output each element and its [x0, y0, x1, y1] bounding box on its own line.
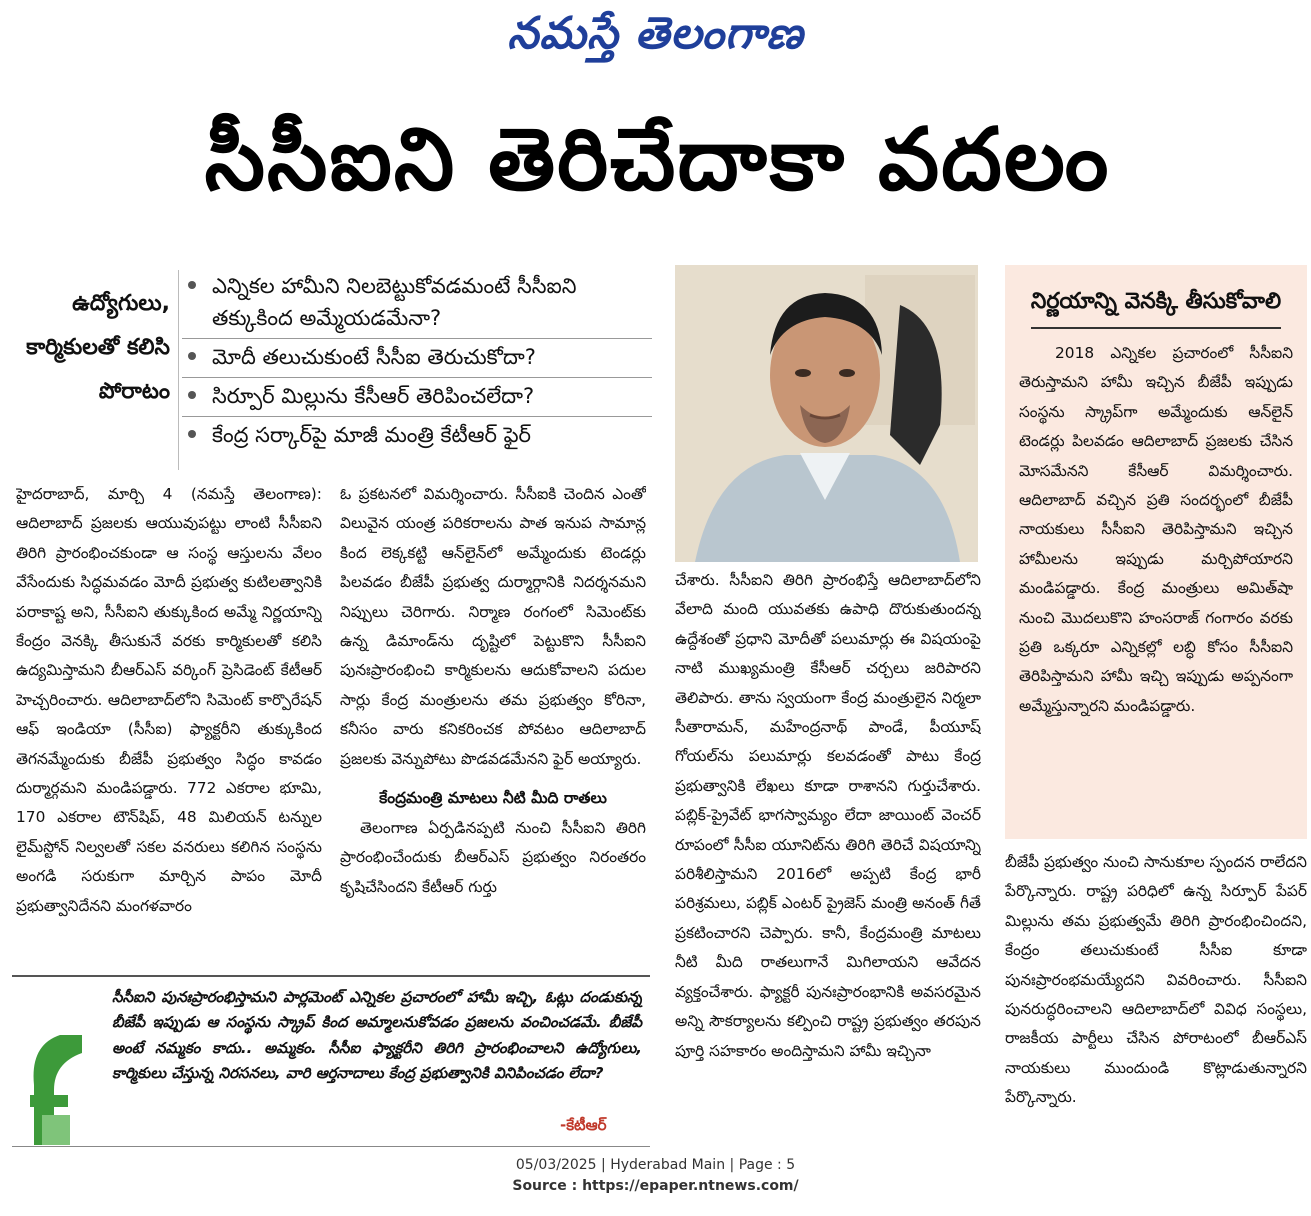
subheading: కేంద్రమంత్రి మాటలు నీటి మీది రాతలు [379, 789, 607, 808]
article-column-4 [1005, 848, 1307, 1138]
masthead: నమస్తే తెలంగాణ [507, 8, 804, 59]
bullet-icon [188, 281, 196, 289]
article-column-3 [675, 566, 981, 1152]
article-column-1 [16, 480, 322, 970]
portrait-illustration [675, 265, 978, 562]
bullet-icon [188, 391, 196, 399]
footer-date-edition: 05/03/2025 | Hyderabad Main | Page : 5 [515, 1157, 796, 1173]
footer-source-link[interactable]: Source : https://epaper.ntnews.com/ [512, 1178, 799, 1194]
sidebar-box [1005, 265, 1307, 839]
article-text: చేశారు. సీసీఐని తిరిగి ప్రారంభిస్తే ఆదిలాబాద్‌లోని వేలాది మంది యువతకు ఉపాధి దొరుకుతుందన్న ఉద్దేశంతో ప్రధాని మోదీతో పలుమార్లు ఈ విషయంపై నాటి ముఖ్యమంత్రి కేసీఆర్ చర్చలు జరిపారని తెలిపారు. తాను స్వయంగా కేంద్ర మంత్రులైన నిర్మలా సీతారామన్, మహేంద్రనాథ్ పాండే, పీయూష్ గోయల్‌ను పలుమార్లు కలవడంతో పాటు కేంద్ర ప్రభుత్వానికి లేఖలు కూడా రాశానని గుర్తుచేశారు. పబ్లిక్-ప్రైవేట్ భాగస్వామ్యం లేదా జాయింట్ వెంచర్ రూపంలో సీసీఐ యూనిట్‌ను తిరిగి తెరిచే విషయాన్ని పరిశీలిస్తామని 2016లో అప్పటి కేంద్ర భారీ పరిశ్రమలు, పబ్లిక్ ఎంటర్ ప్రైజెస్ మంత్రి అనంత్ గీతే ప్రకటించారని చెప్పారు. కానీ, కేంద్రమంత్రి మాటలు నీటి మీది రాతలుగానే మిగిలాయని ఆవేదన వ్యక్తంచేశారు. ఫ్యాక్టరీ పునఃప్రారంభానికి అవసరమైన అన్ని సౌకర్యాలను కల్పించి రాష్ట్ర ప్రభుత్వం తరపున పూర్తి సహకారం అందిస్తామని హామీ ఇచ్చినా [675, 571, 981, 1060]
bullet-icon [188, 352, 196, 360]
article-text: బీజేపీ ప్రభుత్వం నుంచి సానుకూల స్పందన రాలేదని పేర్కొన్నారు. రాష్ట్ర పరిధిలో ఉన్న సిర్పూర్ పేపర్ మిల్లును తమ ప్రభుత్వమే తిరిగి ప్రారంభించిందని, కేంద్రం తలుచుకుంటే సీసీఐ కూడా పునఃప్రారంభమయ్యేదని వివరించారు. సీసీఐని పునరుద్ధరించాలని ఆదిలాబాద్‌లో వివిధ సంస్థలు, రాజకీయ పార్టీలు చేసిన పోరాటంలో బీఆర్‌ఎస్ నాయకులు ముందుండి కొట్లాడుతున్నారని పేర్కొన్నారు. [1005, 853, 1307, 1107]
article-text: హైదరాబాద్, మార్చి 4 (నమస్తే తెలంగాణ): ఆదిలాబాద్ ప్రజలకు ఆయువుపట్టు లాంటి సీసీఐని తిరిగి ప్రారంభించకుండా ఆ సంస్థ ఆస్తులను వేలం వేసేందుకు సిద్ధమవడం మోదీ ప్రభుత్వ కుటిలత్వానికి పరాకాష్ట అని, సీసీఐని తుక్కుకింద అమ్మే నిర్ణయాన్ని కేంద్రం వెనక్కి తీసుకునే వరకు కార్మికులతో కలిసి ఉద్యమిస్తామని బీఆర్‌ఎస్ వర్కింగ్ ప్రెసిడెంట్ కేటీఆర్ హెచ్చరించారు. ఆదిలాబాద్‌లోని సిమెంట్ కార్పొరేషన్ ఆఫ్ ఇండియా (సీసీఐ) ఫ్యాక్టరీని తుక్కుకింద తెగనమ్మేందుకు బీజేపీ ప్రభుత్వం సిద్ధం కావడం దుర్మార్గమని మండిపడ్డారు. 772 ఎకరాల భూమి, 170 ఎకరాల టౌన్‌షిప్, 48 మిలియన్ టన్నుల లైమ్‌స్టోన్ నిల్వలతో సకల వనరులు కలిగిన సంస్థను అంగడి సరుకుగా మార్చిన పాపం మోదీ ప్రభుత్వానిదేనని మంగళవారం [16, 485, 322, 915]
highlight-item: కేంద్ర సర్కార్‌పై మాజీ మంత్రి కేటీఆర్ ఫైర్ [182, 417, 652, 455]
sidebar-title: నిర్ణయాన్ని వెనక్కి తీసుకోవాలి [1030, 289, 1282, 314]
quote-attribution: -కేటీఆర్ [560, 1116, 607, 1134]
highlight-item: మోదీ తలుచుకుంటే సీసీఐ తెరుచుకోదా? [182, 339, 652, 378]
quote-top-rule [12, 975, 650, 977]
quote-bottom-rule [12, 1146, 650, 1147]
kicker: ఉద్యోగులు, కార్మికులతో కలిసి పోరాటం [26, 291, 170, 404]
article-text: ఓ ప్రకటనలో విమర్శించారు. సీసీఐకి చెందిన ఎంతో విలువైన యంత్ర పరికరాలను పాత ఇనుప సామాన్ల కింద లెక్కకట్టి ఆన్‌లైన్‌లో అమ్మేందుకు టెండర్లు పిలవడం బీజేపీ ప్రభుత్వ దుర్మార్గానికి నిదర్శనమని నిప్పులు చెరిగారు. నిర్మాణ రంగంలో సిమెంట్‌కు ఉన్న డిమాండ్‌ను దృష్టిలో పెట్టుకొని సీసీఐని పునఃప్రారంభించి కార్మికులను ఆదుకోవాలని పదుల సార్లు కేంద్ర మంత్రులను తమ ప్రభుత్వం కోరినా, కనీసం వారు కనికరించక పోవటం ఆదిలాబాద్ ప్రజలకు వెన్నుపోటు పొడవడమేనని ఫైర్ అయ్యారు. [340, 485, 646, 768]
bullet-icon [188, 430, 196, 438]
headline: సీసీఐని తెరిచేదాకా వదలం [204, 110, 1111, 210]
sidebar-divider [1031, 327, 1281, 329]
article-text: తెలంగాణ ఏర్పడినప్పటి నుంచి సీసీఐని తిరిగి ప్రారంభించేందుకు బీఆర్‌ఎస్ ప్రభుత్వం నిరంతరం కృషిచేసిందని కేటీఆర్ గుర్తు [340, 819, 646, 896]
kicker-divider [178, 270, 179, 470]
photo-ktr [675, 265, 978, 562]
highlight-item: ఎన్నికల హామీని నిలబెట్టుకోవడమంటే సీసీఐని తక్కుకింద అమ్మేయడమేనా? [182, 268, 652, 339]
highlight-item: సిర్పూర్ మిల్లును కేసీఆర్ తెరిపించలేదా? [182, 378, 652, 417]
highlights-list [182, 268, 652, 455]
quote-mark-icon [20, 1035, 90, 1145]
sidebar-text: 2018 ఎన్నికల ప్రచారంలో సీసీఐని తెరుస్తామని హామీ ఇచ్చిన బీజేపీ ఇప్పుడు సంస్థను స్క్రాప్‌గా అమ్మేందుకు ఆన్‌లైన్ టెండర్లు పిలవడం ఆదిలాబాద్ ప్రజలకు చేసిన మోసమేనని కేసీఆర్ విమర్శించారు. ఆదిలాబాద్ వచ్చిన ప్రతి సందర్భంలో బీజేపీ నాయకులు సీసీఐని తెరిపిస్తామని ఇచ్చిన హామీలను ఇప్పుడు మర్చిపోయారని మండిపడ్డారు. కేంద్ర మంత్రులు అమిత్‌షా నుంచి మొదలుకొని హంసరాజ్ గంగారం వరకు ప్రతి ఒక్కరూ ఎన్నికల్లో లబ్ధి కోసం సీసీఐని తెరిపిస్తామని హామీ ఇచ్చి ఇప్పుడు అప్పనంగా అమ్మేస్తున్నారని మండిపడ్డారు. [1019, 344, 1293, 715]
footer [0, 1155, 1311, 1197]
article-column-2 [340, 480, 646, 970]
quote-text: సీసీఐని పునఃప్రారంభిస్తామని పార్లమెంట్ ఎన్నికల ప్రచారంలో హామీ ఇచ్చి, ఓట్లు దండుకున్న బీజేపీ ఇప్పుడు ఆ సంస్థను స్క్రాప్ కింద అమ్మాలనుకోవడం ప్రజలను వంచించడమే. బీజేపీ అంటే నమ్మకం కాదు.. అమ్మకం. సీసీఐ ఫ్యాక్టరీని తిరిగి ప్రారంభించాలని ఉద్యోగులు, కార్మికులు చేస్తున్న నిరసనలు, వారి ఆర్తనాదాలు కేంద్ర ప్రభుత్వానికి వినిపించడం లేదా? [112, 988, 642, 1083]
